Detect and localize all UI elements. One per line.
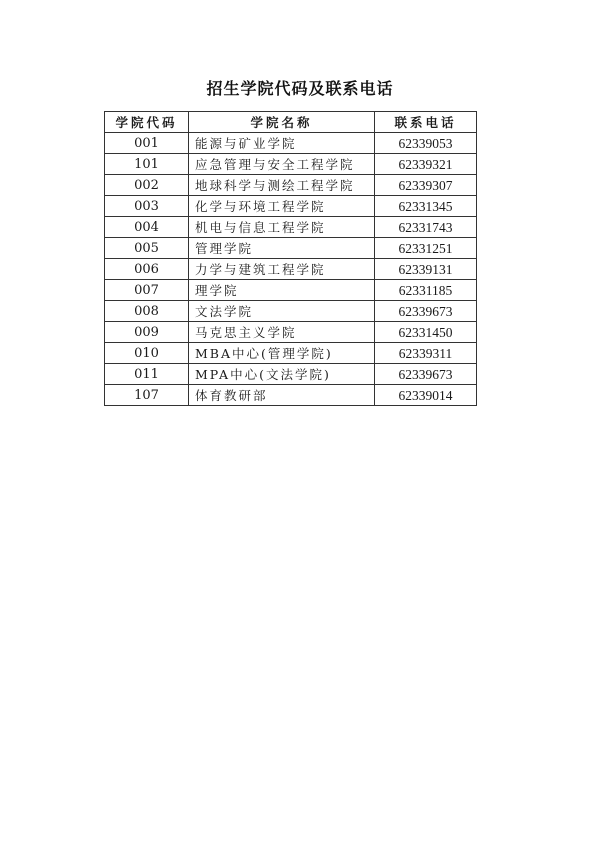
- table-row: [105, 196, 477, 217]
- phone-cell: 62339131: [375, 259, 477, 280]
- table-row: [105, 217, 477, 238]
- college-code-cell: 004: [105, 217, 189, 238]
- page-title: 招生学院代码及联系电话: [206, 79, 394, 98]
- table-row: [105, 175, 477, 196]
- table-row: [105, 280, 477, 301]
- phone-cell: 62331185: [375, 280, 477, 301]
- table-row: [105, 259, 477, 280]
- phone-cell: 62339321: [375, 154, 477, 175]
- college-name-cell: 管理学院: [189, 238, 375, 259]
- college-code-cell: 009: [105, 322, 189, 343]
- college-name-cell: 化学与环境工程学院: [189, 196, 375, 217]
- phone-cell: 62339053: [375, 133, 477, 154]
- college-code-table: [104, 111, 477, 406]
- table-row: [105, 154, 477, 175]
- college-name-cell: 体育教研部: [189, 385, 375, 406]
- table-row: [105, 364, 477, 385]
- table-row: [105, 301, 477, 322]
- table-header-row: [105, 112, 477, 133]
- table-row: [105, 385, 477, 406]
- college-name-cell: 应急管理与安全工程学院: [189, 154, 375, 175]
- college-name-cell: MPA中心(文法学院): [189, 364, 375, 385]
- college-name-cell: MBA中心(管理学院): [189, 343, 375, 364]
- college-code-cell: 008: [105, 301, 189, 322]
- college-code-cell: 006: [105, 259, 189, 280]
- college-code-cell: 001: [105, 133, 189, 154]
- phone-cell: 62331345: [375, 196, 477, 217]
- table-row: [105, 133, 477, 154]
- table-row: [105, 343, 477, 364]
- college-code-cell: 101: [105, 154, 189, 175]
- college-code-cell: 005: [105, 238, 189, 259]
- table-row: [105, 322, 477, 343]
- college-name-cell: 力学与建筑工程学院: [189, 259, 375, 280]
- college-name-cell: 文法学院: [189, 301, 375, 322]
- college-name-cell: 能源与矿业学院: [189, 133, 375, 154]
- header-contact-phone: 联系电话: [375, 112, 477, 133]
- college-name-cell: 地球科学与测绘工程学院: [189, 175, 375, 196]
- phone-cell: 62339014: [375, 385, 477, 406]
- college-code-cell: 010: [105, 343, 189, 364]
- college-name-cell: 马克思主义学院: [189, 322, 375, 343]
- college-name-cell: 机电与信息工程学院: [189, 217, 375, 238]
- college-code-cell: 003: [105, 196, 189, 217]
- college-code-cell: 107: [105, 385, 189, 406]
- college-code-cell: 007: [105, 280, 189, 301]
- table-row: [105, 238, 477, 259]
- header-college-name: 学院名称: [189, 112, 375, 133]
- header-college-code: 学院代码: [105, 112, 189, 133]
- phone-cell: 62339311: [375, 343, 477, 364]
- phone-cell: 62339673: [375, 301, 477, 322]
- phone-cell: 62331743: [375, 217, 477, 238]
- college-code-cell: 011: [105, 364, 189, 385]
- phone-cell: 62339673: [375, 364, 477, 385]
- college-name-cell: 理学院: [189, 280, 375, 301]
- phone-cell: 62331450: [375, 322, 477, 343]
- phone-cell: 62339307: [375, 175, 477, 196]
- college-code-cell: 002: [105, 175, 189, 196]
- phone-cell: 62331251: [375, 238, 477, 259]
